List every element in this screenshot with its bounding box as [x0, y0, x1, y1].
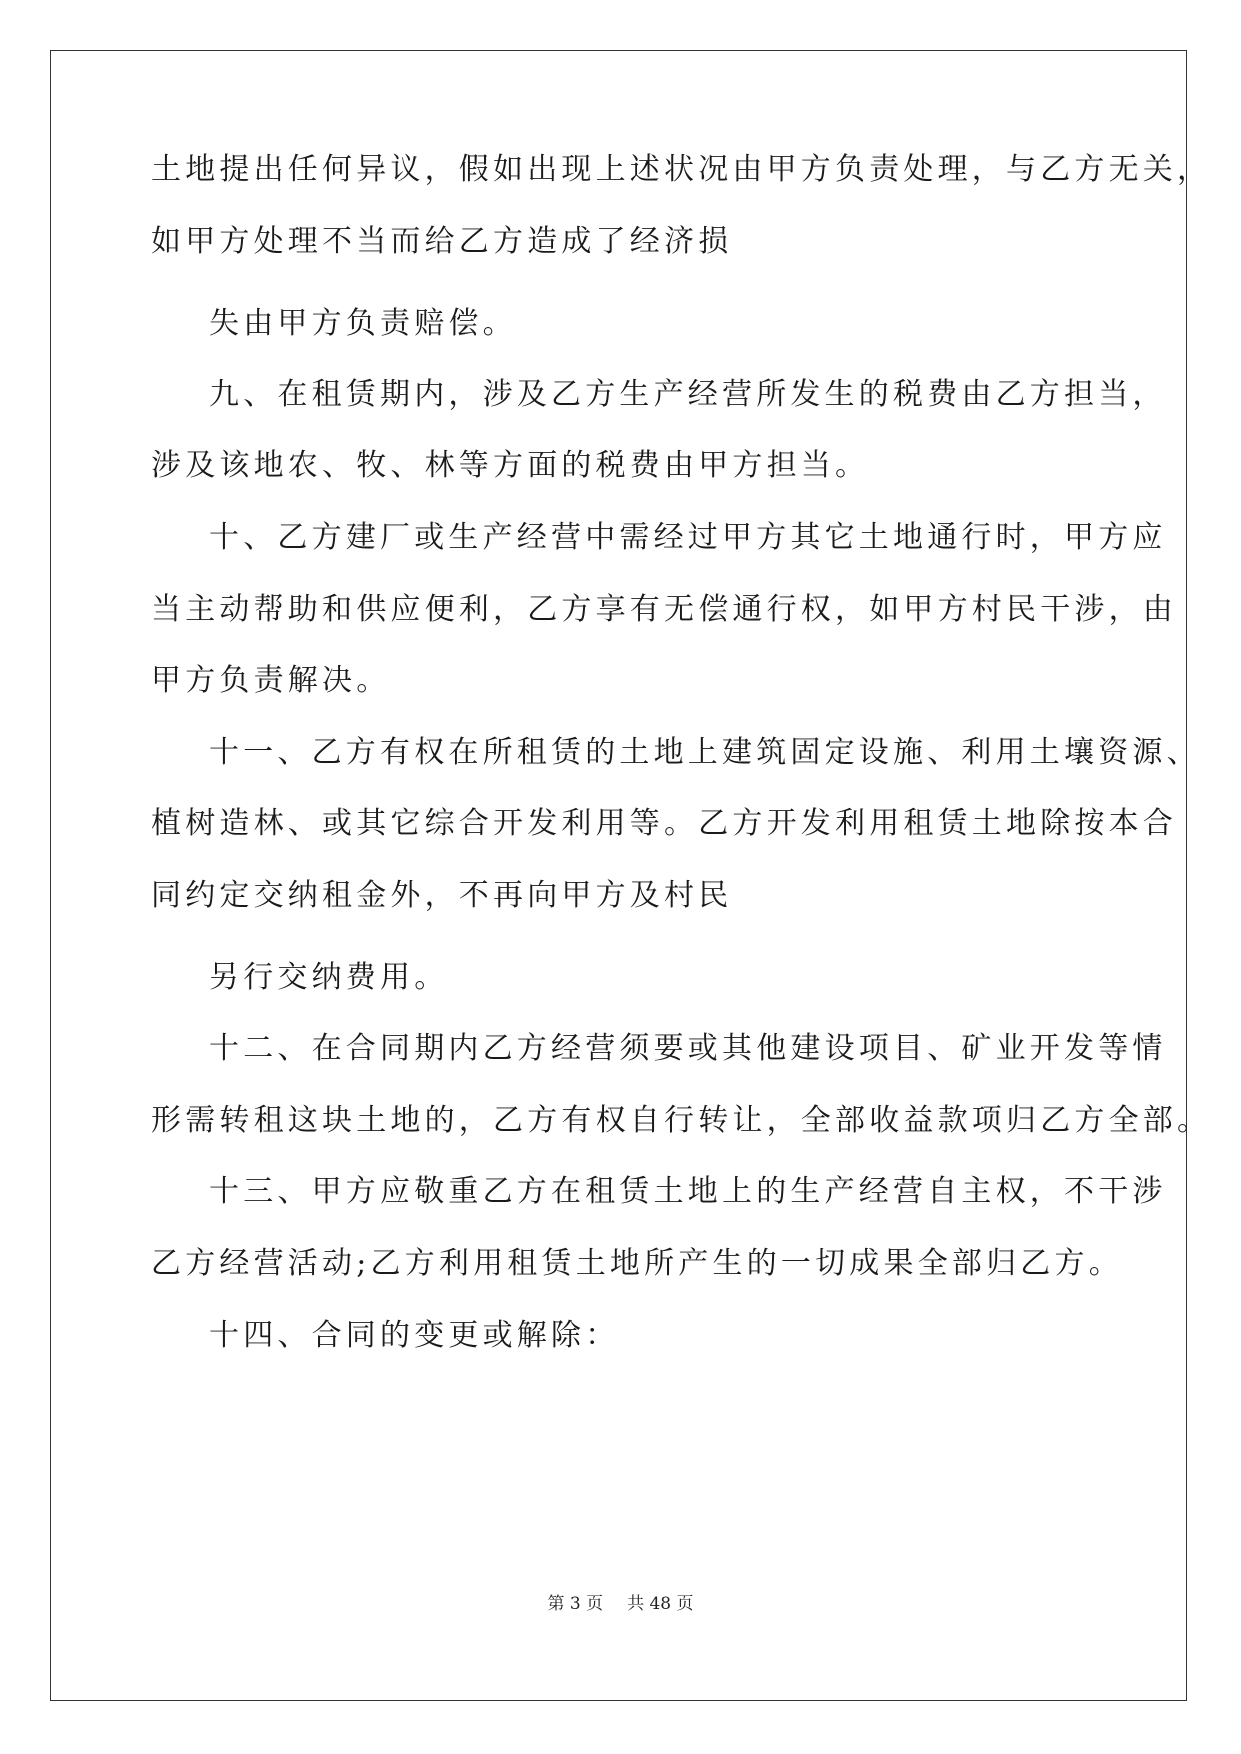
text-line: 甲方负责解决。	[151, 663, 391, 698]
text-line: 形需转租这块土地的，乙方有权自行转让，全部收益款项归乙方全部。	[151, 1103, 1212, 1138]
text-line: 十三、甲方应敬重乙方在租赁土地上的生产经营自主权，不干涉	[209, 1174, 1167, 1209]
text-line: 如甲方处理不当而给乙方造成了经济损	[151, 224, 733, 259]
text-line: 十二、在合同期内乙方经营须要或其他建设项目、矿业开发等情	[209, 1031, 1167, 1066]
text-line: 涉及该地农、牧、林等方面的税费由甲方担当。	[151, 448, 870, 483]
text-line: 失由甲方负责赔偿。	[209, 306, 517, 341]
page-footer	[0, 1589, 1241, 1614]
text-line: 另行交纳费用。	[209, 960, 449, 995]
text-line: 九、在租赁期内，涉及乙方生产经营所发生的税费由乙方担当，	[209, 377, 1167, 412]
text-line: 十、乙方建厂或生产经营中需经过甲方其它土地通行时，甲方应	[209, 520, 1167, 555]
text-line: 乙方经营活动;乙方利用租赁土地所产生的一切成果全部归乙方。	[151, 1246, 1123, 1281]
text-line: 当主动帮助和供应便利，乙方享有无偿通行权，如甲方村民干涉，由	[151, 592, 1177, 627]
text-line: 同约定交纳租金外，不再向甲方及村民	[151, 878, 733, 913]
page-total: 共 48 页	[627, 1594, 694, 1614]
page-number: 第 3 页	[547, 1594, 604, 1614]
text-line: 十四、合同的变更或解除：	[209, 1318, 620, 1353]
text-line: 植树造林、或其它综合开发利用等。乙方开发利用租赁土地除按本合	[151, 806, 1177, 841]
text-line: 土地提出任何异议，假如出现上述状况由甲方负责处理，与乙方无关，	[151, 152, 1212, 187]
text-line: 十一、乙方有权在所租赁的土地上建筑固定设施、利用土壤资源、	[209, 735, 1201, 770]
